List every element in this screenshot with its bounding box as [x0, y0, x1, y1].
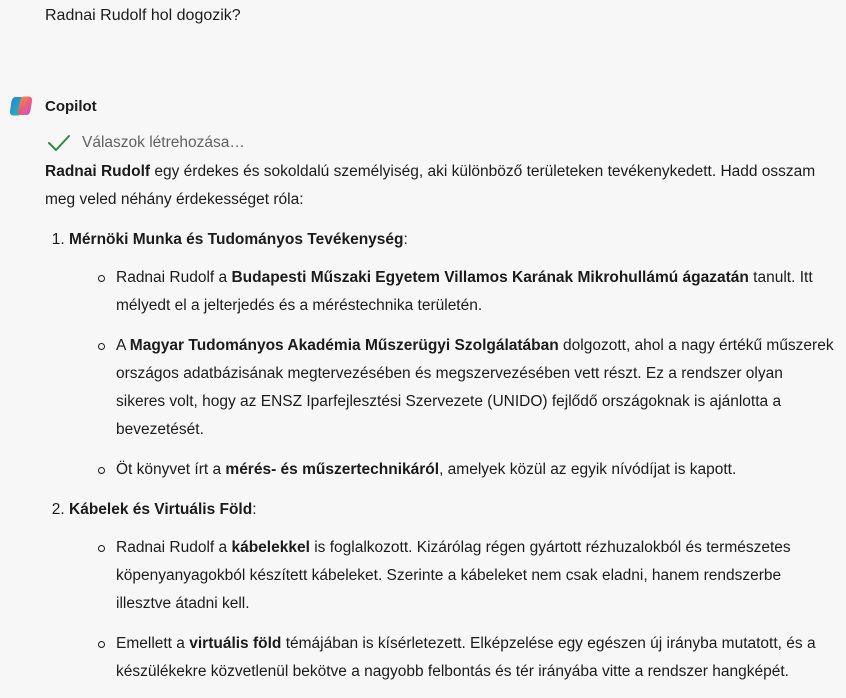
checkmark-icon: [47, 133, 71, 153]
bullet-text: , amelyek közül az egyik nívódíjat is kapott.: [439, 461, 737, 478]
user-message: Radnai Rudolf hol dogozik?: [45, 7, 241, 24]
bullet-text: dolgozott, ahol a nagy értékű műszerek országos adatbázisának megtervezésében és megszervezésében vett részt. Ez a rendszer olyan sikeres volt, hogy az ENSZ Iparfejlesztési Szervezete (UNIDO) fejlődő országoknak is ajánlotta a bevezetését.: [116, 337, 834, 438]
bullet-text: Emellett a: [116, 635, 190, 652]
answer-sections: [45, 226, 835, 686]
bullet-item: [92, 264, 835, 320]
bullet-text: A: [116, 337, 130, 354]
bullet-bold: kábelekkel: [231, 539, 310, 556]
bullet-item: [92, 630, 835, 686]
bullet-text: tanult. Itt mélyedt el a jelterjedés és a méréstechnika területén.: [116, 269, 813, 314]
intro-bold: Radnai Rudolf: [45, 163, 151, 180]
bullet-text: Radnai Rudolf a: [116, 539, 232, 556]
assistant-name: Copilot: [45, 97, 97, 115]
bullet-bold: mérés- és műszertechnikáról: [225, 461, 440, 478]
section-bullets: [69, 534, 835, 686]
section-bullets: [69, 264, 835, 484]
bullet-text: Radnai Rudolf a: [116, 269, 232, 286]
status-text: Válaszok létrehozása…: [82, 134, 245, 151]
section-title: Mérnöki Munka és Tudományos Tevékenység: [69, 231, 404, 248]
answer-content: [45, 158, 835, 698]
assistant-header: [9, 94, 97, 118]
section-title: Kábelek és Virtuális Föld: [69, 501, 253, 518]
bullet-text: is foglalkozott. Kizárólag régen gyártott rézhuzalokból és természetes köpenyanyagokból készített kábeleket. Szerinte a kábeleket nem csak eladni, hanem rendszerbe illesztve átadni kell.: [116, 539, 791, 612]
answer-intro: [45, 158, 835, 214]
bullet-item: [92, 456, 835, 484]
generation-status: [47, 133, 245, 153]
section-item: 2. Kábelek és Virtuális Föld: Radnai Rudolf a kábelekkel is foglalkozott. Kizárólag régen gyártott rézhuzalokból és természetes köpenyanyagokból készített kábeleket. Szerinte a kábeleket nem csak eladni, hanem rendszerbe illesztve átadni kell. Emellett a virtuális föld témájában is kísérletezett. Elképzelése egy egészen új irányba mutatott, és a készülékekre közvetlenül bekötve a nagyobb felbontás és tér irányába vitte a rendszer hangképét.: [69, 496, 835, 686]
bullet-text: témájában is kísérletezett. Elképzelése egy egészen új irányba mutatott, és a készülékekre közvetlenül bekötve a nagyobb felbontás és tér irányába vitte a rendszer hangképét.: [116, 635, 816, 680]
copilot-logo-icon: [9, 94, 33, 118]
section-item: 1. Mérnöki Munka és Tudományos Tevékenység: Radnai Rudolf a Budapesti Műszaki Egyetem Villamos Karának Mikrohullámú ágazatán tanult. Itt mélyedt el a jelterjedés és a méréstechnika területén. A Magyar Tudományos Akadémia Műszerügyi Szolgálatában dolgozott, ahol a nagy értékű műszerek országos adatbázisának megtervezésében és megszervezésében vett részt. Ez a rendszer olyan sikeres volt, hogy az ENSZ Iparfejlesztési Szervezete (UNIDO) fejlődő országoknak is ajánlotta a bevezetését. Öt könyvet írt a mérés- és műszertechnikáról, amelyek közül az egyik nívódíjat is kapott.: [69, 226, 835, 484]
bullet-item: [92, 534, 835, 618]
bullet-text: Öt könyvet írt a: [116, 461, 226, 478]
bullet-item: [92, 332, 835, 444]
intro-text: egy érdekes és sokoldalú személyiség, aki különböző területeken tevékenykedett. Hadd osszam meg veled néhány érdekességet róla:: [45, 163, 816, 208]
bullet-bold: Budapesti Műszaki Egyetem Villamos Karának Mikrohullámú ágazatán: [231, 269, 749, 286]
bullet-bold: Magyar Tudományos Akadémia Műszerügyi Szolgálatában: [129, 337, 559, 354]
bullet-bold: virtuális föld: [189, 635, 282, 652]
